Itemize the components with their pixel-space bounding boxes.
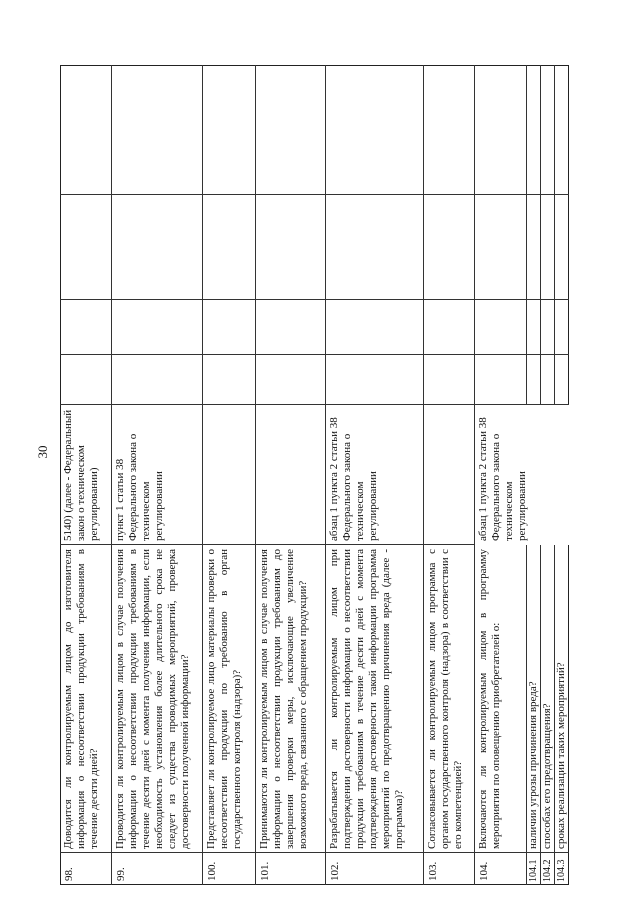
- question-text: наличии угрозы причинения вреда?: [527, 681, 539, 849]
- page-number: 30: [35, 445, 50, 459]
- reference-text: пункт 1 статьи 38 Федерального закона о техническом регулировании: [114, 433, 165, 541]
- table-row: [326, 65, 424, 885]
- table-row: [256, 65, 326, 885]
- question-text: Согласовывается ли контролируемым лицом программа с органом государственного контроля (надзора) в соответствии с его компетенцией?: [426, 549, 464, 849]
- rotated-table-content: [60, 65, 569, 885]
- question-text: Представляет ли контролируемое лицо материалы проверки о несоответствии продукции по требованию в орган государственного контроля (надзора)?: [205, 549, 243, 849]
- question-text: способах его предотвращения?: [541, 703, 553, 849]
- reference-text: [424, 405, 475, 545]
- table-row: [475, 65, 527, 885]
- question-text: Принимаются ли контролируемым лицом в случае получения информации о несоответствии продукции требованиям до завершения проверки меры, исключающие увеличение возможного вреда, связанного с обращением продукции?: [258, 549, 309, 849]
- row-number: 102.: [329, 861, 341, 881]
- question-text: Разрабатывается ли контролируемым лицом при подтверждении достоверности информации о несоответствии продукции требованиям в течение десяти дней с момента подтверждения достоверности такой информации программа мероприятий по предотвращению причинения вреда (далее - программа)?: [328, 549, 405, 849]
- row-number: 104.: [478, 861, 490, 881]
- reference-text: [256, 405, 326, 545]
- question-text: сроках реализации таких мероприятий?: [555, 662, 567, 849]
- row-number: 104.3: [556, 859, 567, 882]
- question-text: Включаются ли контролируемым лицом в программу мероприятия по оповещению приобретателей о:: [477, 549, 502, 849]
- table-row: [112, 65, 203, 885]
- question-text: Проводится ли контролируемым лицом в случае получения информации о несоответствии продукции требованиям в течение десяти дней с момента получения информации, если необходимость установления более длительного срока не следует из существа проводимых мероприятий, проверка достоверности полученной информации?: [114, 549, 191, 849]
- row-number: 104.2: [542, 859, 553, 882]
- reference-text: 5140) (далее - Федеральный закон о техническом регулировании): [62, 409, 100, 541]
- row-number: 100.: [206, 861, 218, 881]
- reference-text: [203, 405, 256, 545]
- row-number: 99.: [115, 867, 127, 881]
- question-text: Доводится ли контролируемым лицом до изготовителя информация о несоответствии продукции требованиям в течение десяти дней?: [62, 549, 100, 849]
- row-number: 98.: [63, 867, 75, 881]
- table-row: [424, 65, 475, 885]
- reference-text: абзац 1 пункта 2 статьи 38 Федерального закона о техническом регулировании: [328, 417, 379, 541]
- row-number: 104.1: [528, 859, 539, 882]
- table-row: [60, 65, 112, 885]
- row-number: 101.: [259, 861, 271, 881]
- reference-text: абзац 1 пункта 2 статьи 38 Федерального закона о техническом регулировании: [475, 405, 569, 545]
- row-number: 103.: [427, 861, 439, 881]
- table-row: [203, 65, 256, 885]
